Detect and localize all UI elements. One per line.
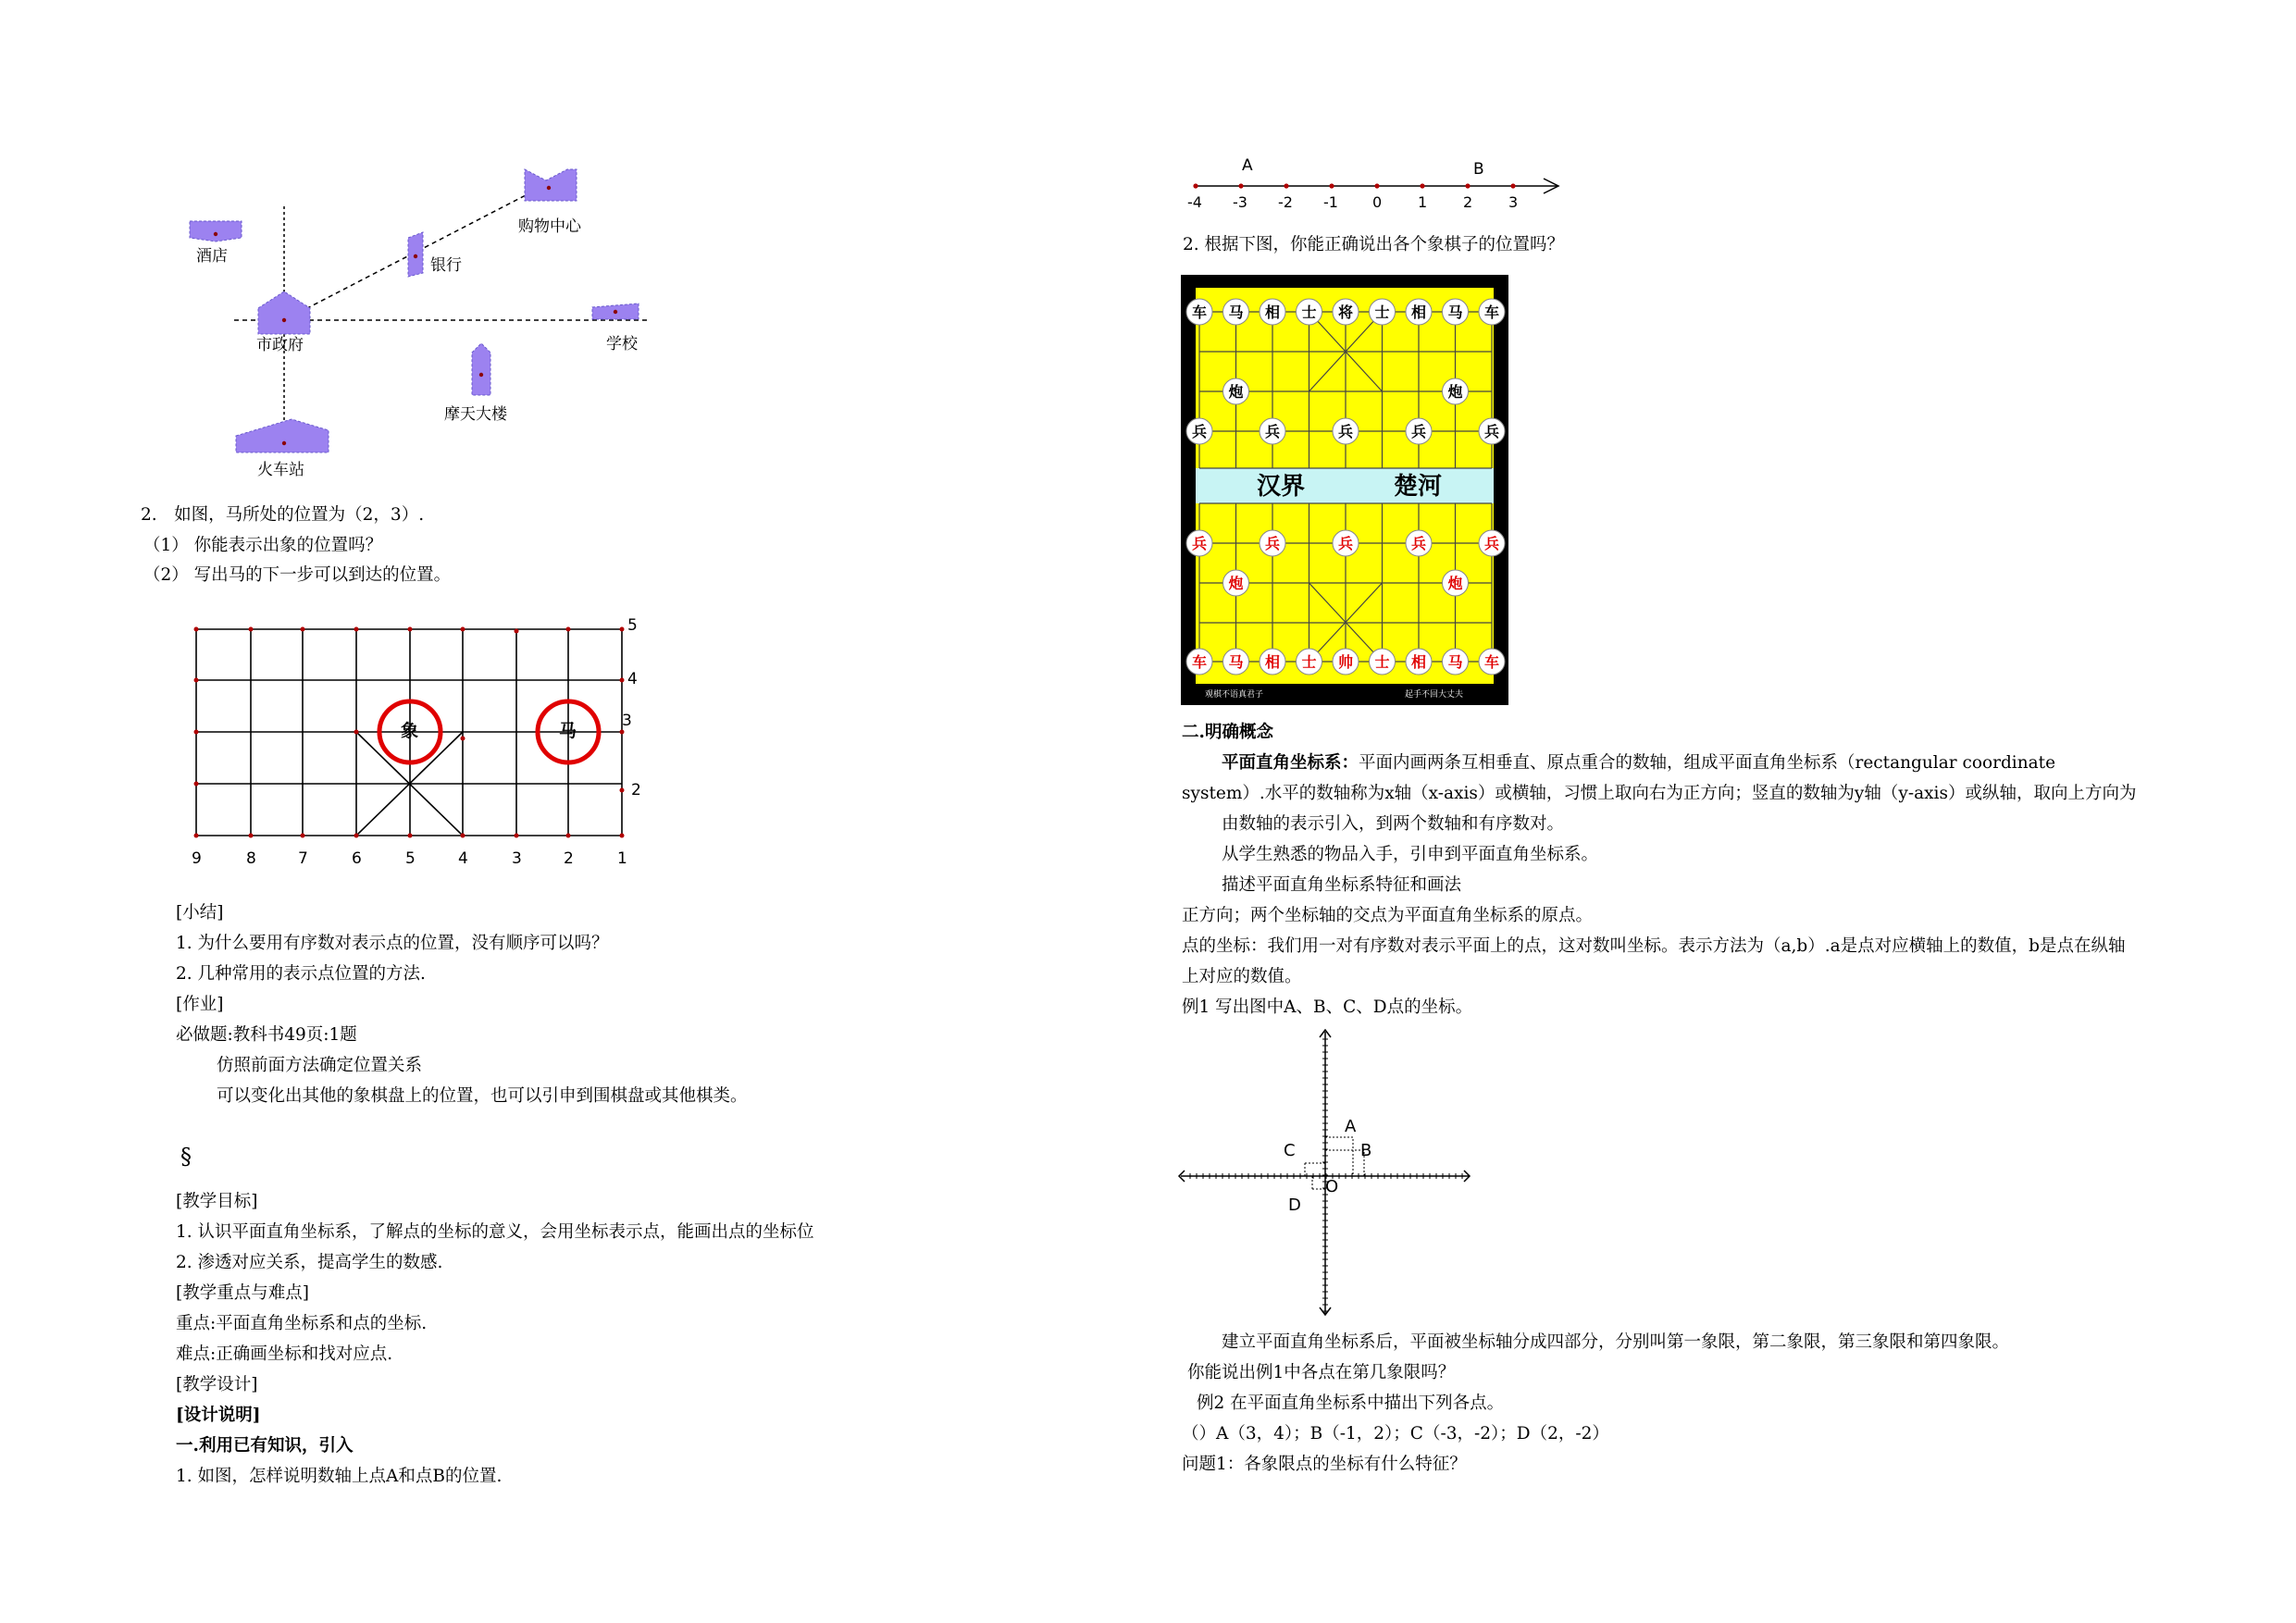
map-label-mall: 购物中心 [518, 217, 581, 236]
svg-text:兵: 兵 [1410, 535, 1427, 552]
svg-text:炮: 炮 [1447, 575, 1463, 592]
svg-text:炮: 炮 [1228, 575, 1244, 592]
chess-question: 2. 根据下图，你能正确说出各个象棋子的位置吗？ [1183, 235, 1565, 254]
homework-heading: [作业] [176, 995, 224, 1014]
svg-text:相: 相 [1264, 304, 1281, 321]
number-line-tick [1374, 183, 1379, 188]
chess-piece [1223, 570, 1249, 596]
map-label-bank: 银行 [430, 256, 462, 275]
coord-origin: O [1325, 1177, 1339, 1196]
grid-row-label: 3 [622, 712, 632, 730]
example-2: 例2 在平面直角坐标系中描出下列各点。 [1197, 1394, 1505, 1413]
chess-piece [1479, 530, 1505, 556]
svg-text:帅: 帅 [1337, 653, 1354, 671]
quadrant-question: 你能说出例1中各点在第几象限吗？ [1187, 1363, 1456, 1382]
horse-piece-label: 马 [559, 721, 577, 741]
svg-text:士: 士 [1374, 653, 1390, 671]
number-line-tick [1193, 183, 1198, 188]
svg-text:马: 马 [1228, 653, 1244, 671]
chess-piece [1260, 649, 1285, 675]
question-2-sub-2: （2） 写出马的下一步可以到达的位置。 [143, 565, 452, 585]
chess-piece [1370, 649, 1396, 675]
homework-item-2: 仿照前面方法确定位置关系 [217, 1056, 423, 1075]
grid-col-label: 2 [564, 849, 574, 868]
coord-point-b: B [1360, 1141, 1372, 1160]
problem-1: 问题1：各象限点的坐标有什么特征？ [1182, 1455, 1467, 1474]
svg-text:车: 车 [1191, 304, 1208, 321]
chess-piece [1260, 530, 1285, 556]
grid-row-label: 2 [631, 781, 641, 799]
svg-text:士: 士 [1301, 653, 1317, 671]
chess-piece [1260, 299, 1285, 325]
svg-text:车: 车 [1191, 653, 1208, 671]
coord-point-a: A [1345, 1117, 1357, 1136]
city-hall-building [258, 291, 310, 334]
grid-col-label: 4 [458, 849, 468, 868]
svg-text:兵: 兵 [1264, 423, 1281, 440]
hotel-building [190, 221, 242, 242]
summary-item-2: 2. 几种常用的表示点位置的方法. [176, 964, 426, 984]
number-line-point-a: A [1242, 156, 1253, 175]
number-line-tick [1329, 183, 1334, 188]
concept-text-4: 从学生熟悉的物品入手，引申到平面直角坐标系。 [1222, 845, 1599, 864]
chess-piece [1479, 299, 1505, 325]
number-line-label: -1 [1323, 193, 1338, 211]
design-note-heading: [设计说明] [176, 1406, 261, 1425]
concept-title: 二.明确概念 [1182, 723, 1273, 742]
svg-text:相: 相 [1410, 653, 1427, 671]
goal-item-2: 2. 渗透对应关系，提高学生的数感. [176, 1253, 443, 1272]
chess-piece [1297, 649, 1322, 675]
number-line-tick [1238, 183, 1243, 188]
svg-text:马: 马 [1228, 304, 1244, 321]
homework-item-1: 必做题:教科书49页:1题 [176, 1025, 357, 1045]
chess-piece [1223, 378, 1249, 404]
svg-text:兵: 兵 [1410, 423, 1427, 440]
chess-footer-right: 起手不回大丈夫 [1405, 690, 1464, 700]
chess-piece [1297, 299, 1322, 325]
map-label-hotel: 酒店 [196, 247, 228, 266]
map-label-city-hall: 市政府 [256, 336, 304, 354]
grid-col-label: 7 [298, 849, 308, 868]
map-label-school: 学校 [606, 335, 638, 353]
chess-piece [1406, 649, 1432, 675]
grid-board [185, 611, 666, 874]
grid-row-label: 5 [627, 616, 638, 635]
chess-piece [1260, 418, 1285, 444]
quadrant-text: 建立平面直角坐标系后，平面被坐标轴分成四部分，分别叫第一象限，第二象限，第三象限和第四象限。 [1222, 1332, 2010, 1352]
question-2-title: 2. 如图，马所处的位置为（2，3）. [141, 505, 425, 525]
chess-piece [1223, 299, 1249, 325]
svg-text:马: 马 [1447, 653, 1463, 671]
coord-point-d: D [1288, 1196, 1301, 1215]
number-line-tick [1420, 183, 1424, 188]
chess-piece [1443, 649, 1469, 675]
svg-text:兵: 兵 [1483, 423, 1500, 440]
chess-piece [1370, 299, 1396, 325]
chess-piece [1479, 418, 1505, 444]
concept-text-8: 上对应的数值。 [1182, 967, 1302, 986]
chess-footer-left: 观棋不语真君子 [1205, 690, 1264, 700]
chess-piece [1406, 418, 1432, 444]
key-point-2: 难点:正确画坐标和找对应点. [176, 1344, 393, 1364]
chess-piece [1186, 530, 1212, 556]
grid-col-label: 6 [352, 849, 362, 868]
chess-piece [1333, 418, 1359, 444]
chess-piece [1186, 649, 1212, 675]
svg-text:兵: 兵 [1337, 423, 1354, 440]
svg-text:士: 士 [1301, 304, 1317, 321]
chess-piece [1406, 299, 1432, 325]
grid-col-label: 9 [192, 849, 202, 868]
river-band [1196, 468, 1494, 503]
concept-term: 平面直角坐标系： [1222, 753, 1359, 773]
coordinate-system [1175, 1022, 1481, 1328]
svg-text:车: 车 [1483, 653, 1500, 671]
grid-col-label: 8 [246, 849, 256, 868]
chess-piece [1443, 570, 1469, 596]
summary-item-1: 1. 为什么要用有序数对表示点的位置，没有顺序可以吗？ [176, 934, 609, 953]
svg-text:士: 士 [1374, 304, 1390, 321]
station-building [236, 419, 329, 452]
skyscraper-building [472, 343, 490, 395]
map-label-skyscraper: 摩天大楼 [444, 405, 507, 424]
chess-piece [1406, 530, 1432, 556]
homework-item-3: 可以变化出其他的象棋盘上的位置，也可以引申到围棋盘或其他棋类。 [217, 1086, 748, 1106]
svg-text:炮: 炮 [1447, 383, 1463, 401]
coord-point-c: C [1284, 1141, 1296, 1160]
concept-text-2: system）.水平的数轴称为x轴（x-axis）或横轴，习惯上取向右为正方向；竖直的数轴为y轴（y-axis）或纵轴，取向上方向为 [1182, 784, 2137, 803]
svg-text:炮: 炮 [1228, 383, 1244, 401]
part-1-title: 一.利用已有知识，引入 [176, 1436, 354, 1456]
concept-paragraph-1 [1222, 753, 2055, 774]
mall-building [525, 169, 577, 201]
question-2-sub-1: （1） 你能表示出象的位置吗？ [143, 536, 383, 555]
svg-text:兵: 兵 [1483, 535, 1500, 552]
map-label-station: 火车站 [257, 461, 304, 479]
number-line-label: 3 [1508, 193, 1519, 211]
number-line-label: 2 [1463, 193, 1473, 211]
chess-piece [1333, 649, 1359, 675]
concept-text-1: 平面内画两条互相垂直、原点重合的数轴，组成平面直角坐标系（rectangular coordinate [1359, 753, 2056, 773]
example-2-points: （）A（3，4）；B（-1，2）；C（-3，-2）；D（2，-2） [1182, 1424, 1609, 1443]
key-points-heading: [教学重点与难点] [176, 1283, 309, 1303]
chess-piece [1443, 299, 1469, 325]
part-1-question-1: 1. 如图，怎样说明数轴上点A和点B的位置. [176, 1467, 503, 1486]
number-line-tick [1510, 183, 1515, 188]
number-line-label: -4 [1187, 193, 1202, 211]
number-line-tick [1465, 183, 1470, 188]
chess-piece [1443, 378, 1469, 404]
grid-col-label: 1 [617, 849, 627, 868]
svg-text:马: 马 [1447, 304, 1463, 321]
section-mark: § [180, 1144, 192, 1170]
chess-piece [1186, 418, 1212, 444]
chess-piece [1333, 299, 1359, 325]
svg-text:相: 相 [1264, 653, 1281, 671]
svg-text:车: 车 [1483, 304, 1500, 321]
goal-heading: [教学目标] [176, 1192, 258, 1211]
number-line-label: 1 [1418, 193, 1428, 211]
elephant-piece-label: 象 [401, 721, 419, 741]
location-map [180, 153, 662, 486]
concept-text-3: 由数轴的表示引入，到两个数轴和有序数对。 [1222, 814, 1565, 834]
grid-col-label: 5 [405, 849, 416, 868]
svg-text:将: 将 [1337, 304, 1354, 321]
concept-text-7: 点的坐标：我们用一对有序数对表示平面上的点，这对数叫坐标。表示方法为（a,b）.a是点对应横轴上的数值，b是点在纵轴 [1182, 936, 2126, 956]
example-1: 例1 写出图中A、B、C、D点的坐标。 [1182, 997, 1473, 1017]
chess-piece [1223, 649, 1249, 675]
chess-piece [1479, 649, 1505, 675]
svg-text:相: 相 [1410, 304, 1427, 321]
svg-text:兵: 兵 [1337, 535, 1354, 552]
svg-text:兵: 兵 [1264, 535, 1281, 552]
grid-col-label: 3 [512, 849, 522, 868]
chess-piece [1186, 299, 1212, 325]
goal-item-1: 1. 认识平面直角坐标系，了解点的坐标的意义，会用坐标表示点，能画出点的坐标位 [176, 1222, 814, 1242]
river-right-text: 楚河 [1394, 473, 1443, 501]
chess-piece [1333, 530, 1359, 556]
design-heading: [教学设计] [176, 1375, 258, 1394]
number-line-point-b: B [1473, 160, 1484, 179]
number-line-label: -3 [1233, 193, 1247, 211]
river-left-text: 汉界 [1257, 473, 1306, 501]
concept-text-6: 正方向；两个坐标轴的交点为平面直角坐标系的原点。 [1182, 906, 1594, 925]
svg-text:兵: 兵 [1191, 535, 1208, 552]
key-point-1: 重点:平面直角坐标系和点的坐标. [176, 1314, 428, 1333]
grid-row-label: 4 [627, 670, 638, 688]
summary-heading: [小结] [176, 903, 224, 923]
number-line-label: -2 [1278, 193, 1293, 211]
chess-board [1181, 275, 1508, 705]
number-line-tick [1284, 183, 1288, 188]
number-line-label: 0 [1372, 193, 1383, 211]
concept-text-5: 描述平面直角坐标系特征和画法 [1222, 875, 1462, 895]
svg-text:兵: 兵 [1191, 423, 1208, 440]
